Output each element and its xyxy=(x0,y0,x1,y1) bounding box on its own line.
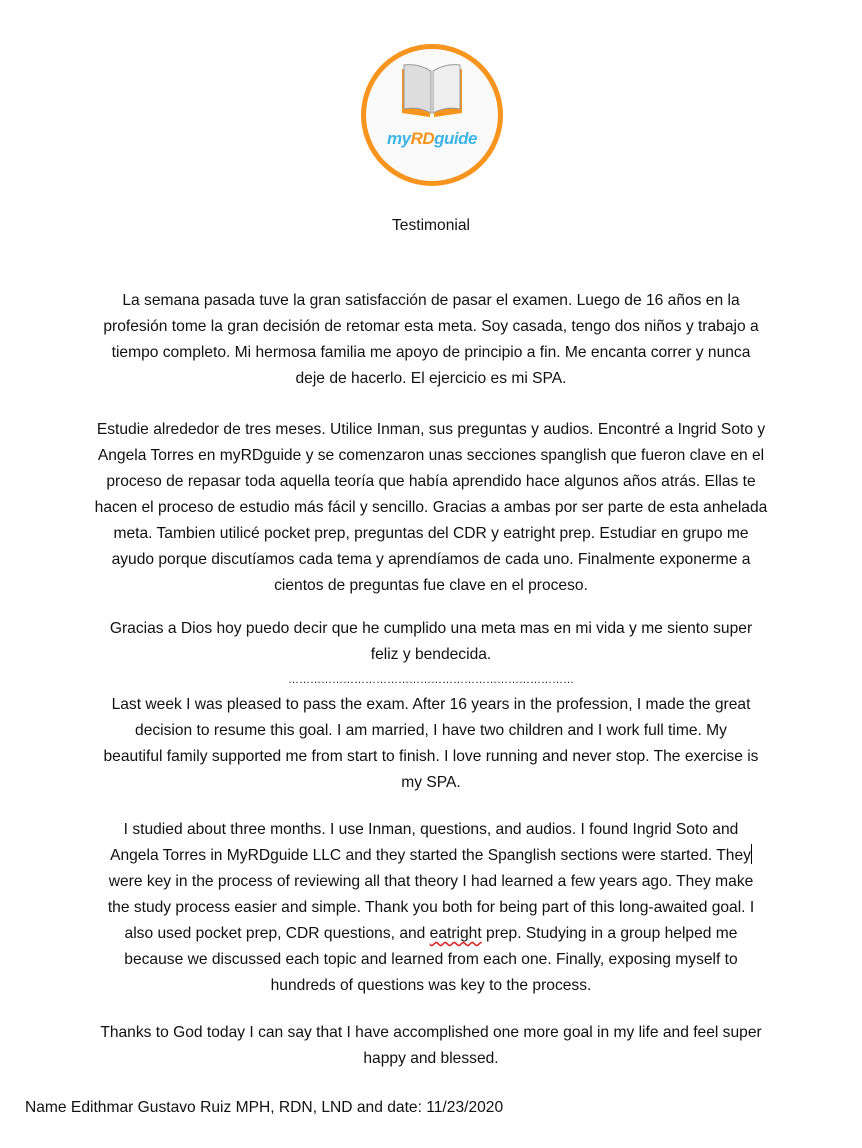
myrdguide-logo xyxy=(361,44,503,186)
text-line: the study process easier and simple. Thank you both for being part of this long-awaited goal. I xyxy=(107,899,755,916)
english-paragraph-3 xyxy=(0,1020,862,1072)
text-line: feliz y bendecida. xyxy=(370,646,492,663)
text-line: my SPA. xyxy=(401,774,461,791)
text-span: also used pocket prep, CDR questions, and xyxy=(124,925,430,942)
separator-dots: …………………………………………………………………… xyxy=(288,674,574,686)
text-line-with-cursor xyxy=(0,843,862,869)
text-line: happy and blessed. xyxy=(363,1050,499,1067)
text-line: La semana pasada tuve la gran satisfacción de pasar el examen. Luego de 16 años en la xyxy=(122,292,740,309)
text-line: deje de hacerlo. El ejercicio es mi SPA. xyxy=(295,370,567,387)
text-line: tiempo completo. Mi hermosa familia me apoyo de principio a fin. Me encanta correr y nunca xyxy=(111,344,751,361)
spanish-paragraph-2 xyxy=(0,417,862,599)
signature-text: Name Edithmar Gustavo Ruiz MPH, RDN, LND and date: 11/23/2020 xyxy=(25,1099,504,1116)
text-line: profesión tome la gran decisión de retomar esta meta. Soy casada, tengo dos niños y trabajo a xyxy=(103,318,759,335)
text-line: I studied about three months. I use Inman, questions, and audios. I found Ingrid Soto and xyxy=(123,821,739,838)
page-title xyxy=(0,213,862,239)
spanish-paragraph-3 xyxy=(0,616,862,668)
logo-wordmark xyxy=(366,129,498,149)
text-line: Angela Torres en myRDguide y se comenzaron unas secciones spanglish que fueron clave en el xyxy=(97,447,765,464)
text-line: proceso de repasar toda aquella teoría que había aprendido hace algunos años atrás. Ellas te xyxy=(106,473,756,490)
text-line: hundreds of questions was key to the process. xyxy=(270,977,592,994)
logo-text-rd: RD xyxy=(410,129,435,148)
signature-line xyxy=(25,1095,845,1121)
text-line: beautiful family supported me from start to finish. I love running and never stop. The exercise is xyxy=(103,748,759,765)
text-span: Angela Torres in MyRDguide LLC and they started the Spanglish sections were started. They xyxy=(110,847,751,864)
logo-text-guide: guide xyxy=(434,129,477,148)
text-line: meta. Tambien utilicé pocket prep, preguntas del CDR y eatright prep. Estudiar en grupo me xyxy=(113,525,749,542)
text-line: Gracias a Dios hoy puedo decir que he cumplido una meta mas en mi vida y me siento super xyxy=(109,620,753,637)
spanish-paragraph-1 xyxy=(0,288,862,392)
misspelled-word[interactable]: eatright xyxy=(429,925,482,942)
open-book-icon xyxy=(366,49,498,129)
text-line: decision to resume this goal. I am married, I have two children and I work full time. My xyxy=(135,722,727,739)
text-line: Thanks to God today I can say that I have accomplished one more goal in my life and feel super xyxy=(100,1024,762,1041)
english-paragraph-1 xyxy=(0,692,862,796)
english-paragraph-2 xyxy=(0,817,862,999)
text-span: prep. Studying in a group helped me xyxy=(481,925,738,942)
text-line: hacen el proceso de estudio más fácil y sencillo. Gracias a ambas por ser parte de esta anhelada xyxy=(94,499,768,516)
text-line: were key in the process of reviewing all that theory I had learned a few years ago. They make xyxy=(108,873,754,890)
text-line: Estudie alrededor de tres meses. Utilice Inman, sus preguntas y audios. Encontré a Ingrid Soto y xyxy=(96,421,766,438)
text-line: Last week I was pleased to pass the exam. After 16 years in the profession, I made the great xyxy=(111,696,751,713)
text-line: ayudo porque discutíamos cada tema y aprendíamos de cada uno. Finalmente exponerme a xyxy=(111,551,751,568)
text-line xyxy=(0,921,862,947)
text-line: cientos de preguntas fue clave en el proceso. xyxy=(274,577,588,594)
logo-text-my: my xyxy=(387,129,411,148)
title-text: Testimonial xyxy=(392,217,470,234)
text-line: because we discussed each topic and learned from each one. Finally, exposing myself to xyxy=(124,951,738,968)
separator xyxy=(0,672,862,688)
text-cursor xyxy=(751,844,752,864)
